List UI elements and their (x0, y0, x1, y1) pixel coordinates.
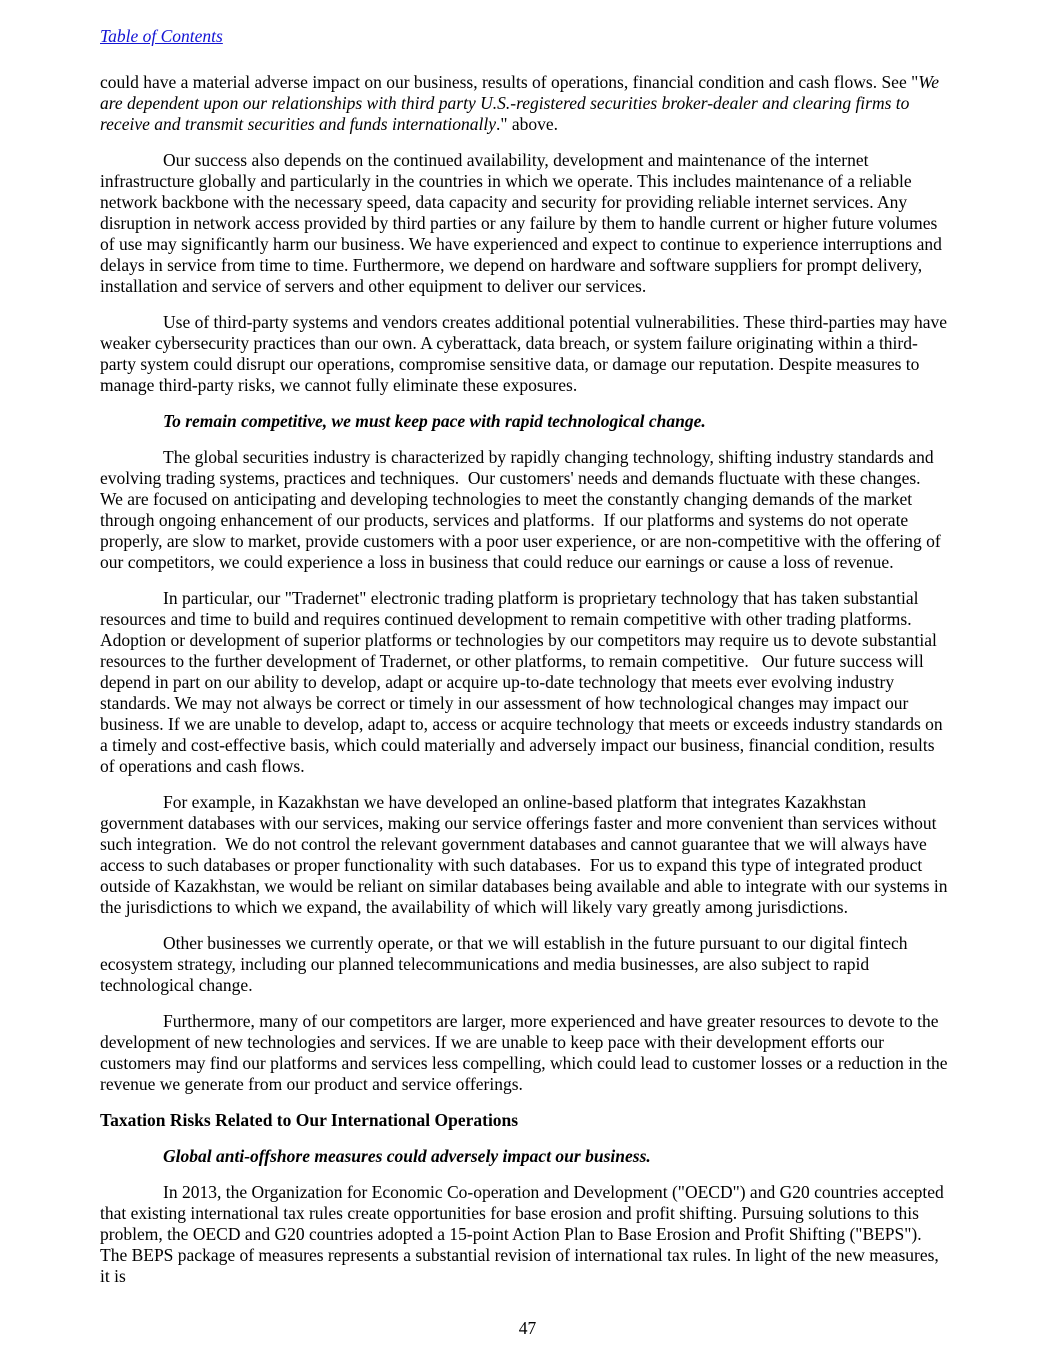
paragraph-tradernet-platform: In particular, our "Tradernet" electronic trading platform is proprietary technology that has taken substantial resources and time to build and requires continued development to remain competitive with other trading platforms. Adoption or development of superior platforms or technologies by our competitors may require us to devote substantial resources to the further development of Tradernet, or other platforms, to remain competitive. Our future success will depend in part on our ability to develop, adapt or acquire up-to-date technology that meets ever evolving industry standards. We may not always be correct or timely in our assessment of how technological changes may impact our business. If we are unable to develop, adapt to, access or acquire technology that meets or exceeds industry standards on a timely and cost-effective basis, which could materially and adversely impact our business, financial condition, results of operations and cash flows. (100, 588, 948, 776)
paragraph-global-securities-industry: The global securities industry is characterized by rapidly changing technology, shifting industry standards and evolving trading systems, practices and techniques. Our customers' needs and demands fluctuate with these changes. We are focused on anticipating and developing technologies to meet the constantly changing demands of the market through ongoing enhancement of our products, services and platforms. If our platforms and systems do not operate properly, are slow to market, provide customers with a poor user experience, or are non-competitive with the offering of our competitors, we could experience a loss in business that could reduce our earnings or cause a loss of revenue. (100, 447, 946, 572)
heading-anti-offshore-measures: Global anti-offshore measures could adversely impact our business. (163, 1146, 651, 1166)
heading-technological-change-risk: To remain competitive, we must keep pace with rapid technological change. (163, 411, 706, 431)
paragraph-run: could have a material adverse impact on our business, results of operations, financial condition and cash flows. See " (100, 72, 919, 92)
paragraph-other-businesses: Other businesses we currently operate, or that we will establish in the future pursuant to our digital fintech ecosystem strategy, including our planned telecommunications and media businesses, are also subject to rapid technological change. (100, 933, 912, 995)
paragraph-continuation-cash-flows (100, 72, 951, 135)
paragraph-third-party-systems: Use of third-party systems and vendors creates additional potential vulnerabilities. These third-parties may have weaker cybersecurity practices than our own. A cyberattack, data breach, or system failure originating within a third-party system could disrupt our operations, compromise sensitive data, or damage our reputation. Despite measures to manage third-party risks, we cannot fully eliminate these exposures. (100, 312, 952, 395)
table-of-contents-link[interactable]: Table of Contents (100, 26, 223, 46)
paragraph-internet-infrastructure: Our success also depends on the continued availability, development and maintenance of the internet infrastructure globally and particularly in the countries in which we operate. This includes maintenance of a reliable network backbone with the necessary speed, data capacity and security for providing reliable internet services. Any disruption in network access provided by third parties or any failure by them to handle current or higher future volumes of use may significantly harm our business. We have experienced and expect to continue to experience interruptions and delays in service from time to time. Furthermore, we depend on hardware and software suppliers for prompt delivery, installation and service of servers and other equipment to deliver our services. (100, 150, 947, 296)
paragraph-run-italic-cross-reference: We are dependent upon our relationships with third party U.S.-registered securities broker-dealer and clearing firms to receive and transmit securities and funds internationally (100, 72, 944, 134)
section-heading-taxation-risks: Taxation Risks Related to Our International Operations (100, 1110, 519, 1130)
paragraph-run: ." above. (495, 114, 559, 134)
paragraph-kazakhstan-databases: For example, in Kazakhstan we have developed an online-based platform that integrates Kazakhstan government databases with our services, making our service offerings faster and more convenient than services without such integration. We do not control the relevant government databases and cannot guarantee that we will always have access to such databases or proper functionality with such databases. For us to expand this type of integrated product outside of Kazakhstan, we would be reliant on similar databases being available and able to integrate with our systems in the jurisdictions to which we expand, the availability of which will likely vary greatly among jurisdictions. (100, 792, 952, 917)
paragraph-oecd-beps: In 2013, the Organization for Economic Co-operation and Development ("OECD") and G20 countries accepted that existing international tax rules create opportunities for base erosion and profit shifting. Pursuing solutions to this problem, the OECD and G20 countries adopted a 15-point Action Plan to Base Erosion and Profit Shifting ("BEPS"). The BEPS package of measures represents a substantial revision of international tax rules. In light of the new measures, it is (100, 1182, 949, 1286)
page-number: 47 (518, 1318, 537, 1338)
paragraph-competitors-resources: Furthermore, many of our competitors are larger, more experienced and have greater resources to devote to the development of new technologies and services. If we are unable to keep pace with their development efforts our customers may find our platforms and services less compelling, which could lead to customer losses or a reduction in the revenue we generate from our product and service offerings. (100, 1011, 952, 1094)
